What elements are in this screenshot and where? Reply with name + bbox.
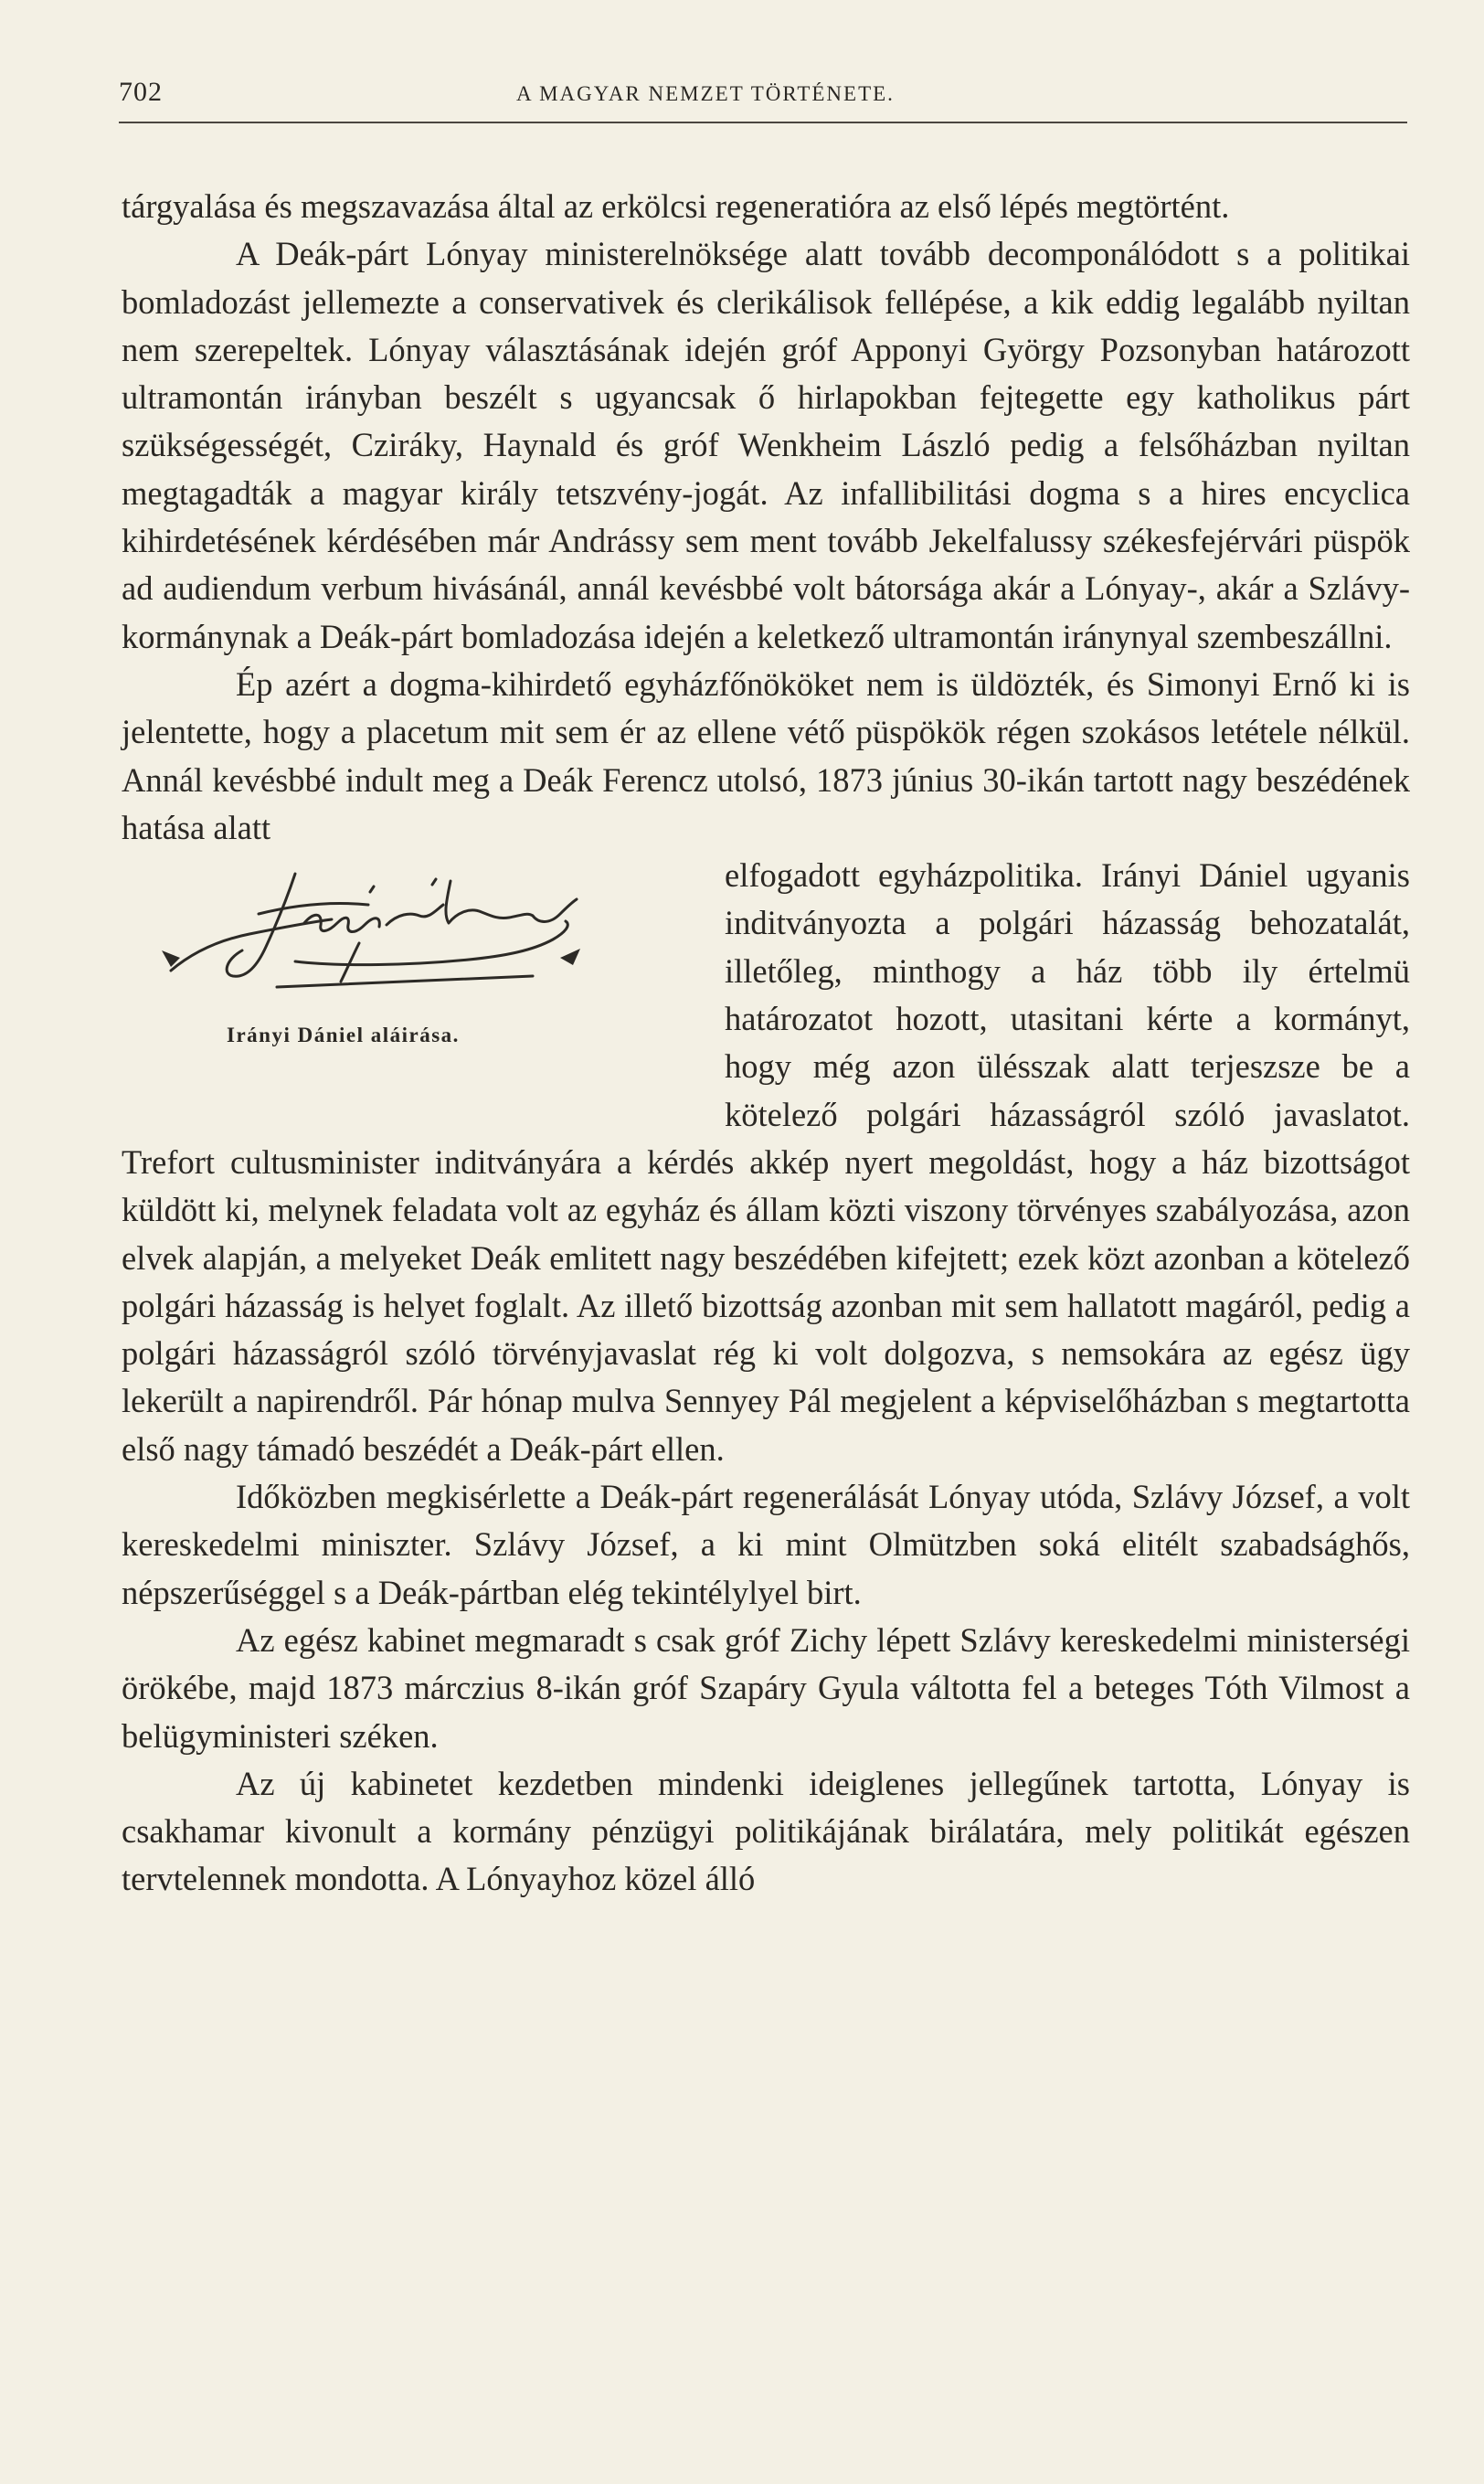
- signature-image: [158, 859, 633, 1024]
- figure-caption: Irányi Dániel aláirása.: [227, 1024, 460, 1047]
- signature-figure: [122, 852, 697, 1091]
- running-head: A MAGYAR NEMZET TÖRTÉNETE.: [516, 82, 895, 105]
- page-number: 702: [119, 77, 163, 107]
- paragraph-5: Időközben megkisérlette a Deák-párt regenerálását Lónyay utóda, Szlávy József, a volt kereskedelmi miniszter. Szlávy József, a ki mint Olmützben soká elitélt szabadsághős, népszerűséggel s a Deák-pártban elég tekintélylyel birt.: [122, 1478, 1410, 1611]
- paragraph-4: elfogadott egyházpolitika. Irányi Dániel ugyanis inditványozta a polgári házasság behozatalát, illetőleg, minthogy a ház több ily értelmü határozatot hozott, utasitani kérte a kormányt, hogy még azon ülésszak alatt terjeszsze be a kötelező polgári házasságról szóló javaslatot. Trefort cultusminister inditványára a kérdés akkép nyert megoldást, hogy a ház bizottságot küldött ki, melynek feladata volt az egyház és állam közti viszony törvényes szabályozása, azon elvek alapján, a melyeket Deák emlitett nagy beszédében kifejtett; ezek közt azonban a kötelező polgári házasság is helyet foglalt. Az illető bizottság azonban mit sem hallatott magáról, pedig a polgári házasságról szóló törvényjavaslat rég ki volt dolgozva, s nemsokára az egész ügy lekerült a napirendről. Pár hónap mulva Sennyey Pál megjelent a képviselőházban s megtartotta első nagy támadó beszédét a Deák-párt ellen.: [122, 856, 1410, 1468]
- paragraph-2: A Deák-párt Lónyay ministerelnöksége alatt tovább decomponálódott s a politikai bomladozást jellemezte a conservativek és clerikálisok fellépése, a kik eddig legalább nyiltan nem szerepeltek. Lónyay választásának idején gróf Apponyi György Pozsonyban határozott ultramontán irányban beszélt s ugyancsak ő hirlapokban fejtegette egy katholikus párt szükségességét, Cziráky, Haynald és gróf Wenkheim László pedig a felsőházban nyiltan megtagadták a magyar király tetszvény-jogát. Az infallibilitási dogma s a hires encyclica kihirdetésének kérdésében már Andrássy sem ment tovább Jekelfalussy székesfejérvári püspök ad audiendum verbum hivásánál, annál kevésbbé volt bátorsága akár a Lónyay-, akár a Szlávy-kormánynak a Deák-párt bomladozása idején a keletkező ultramontán iránynyal szembeszállni.: [122, 235, 1410, 655]
- paragraph-6: Az egész kabinet megmaradt s csak gróf Zichy lépett Szlávy kereskedelmi ministerségi örökébe, majd 1873 márczius 8-ikán gróf Szapáry Gyula váltotta fel a beteges Tóth Vilmost a belügyministeri széken.: [122, 1620, 1410, 1755]
- paragraph-7: Az új kabinetet kezdetben mindenki ideiglenes jellegűnek tartotta, Lónyay is csakhamar kivonult a kormány pénzügyi politikájának birálatára, mely politikát egészen tervtelennek mondotta. A Lónyayhoz közel álló: [122, 1764, 1410, 1898]
- page-header: [119, 73, 1416, 119]
- paragraph-3: Ép azért a dogma-kihirdető egyházfőnököket nem is üldözték, és Simonyi Ernő ki is jelentette, hogy a placetum mit sem ér az ellene vétő püspökök régen szokásos letétele nélkül. Annál kevésbbé indult meg a Deák Ferencz utolsó, 1873 június 30-ikán tartott nagy beszédének hatása alatt: [122, 664, 1410, 846]
- paragraph-1: tárgyalása és megszavazása által az erkölcsi regeneratióra az első lépés megtörtént.: [122, 187, 1230, 225]
- header-rule: [119, 122, 1407, 123]
- body-text: [122, 183, 1410, 1904]
